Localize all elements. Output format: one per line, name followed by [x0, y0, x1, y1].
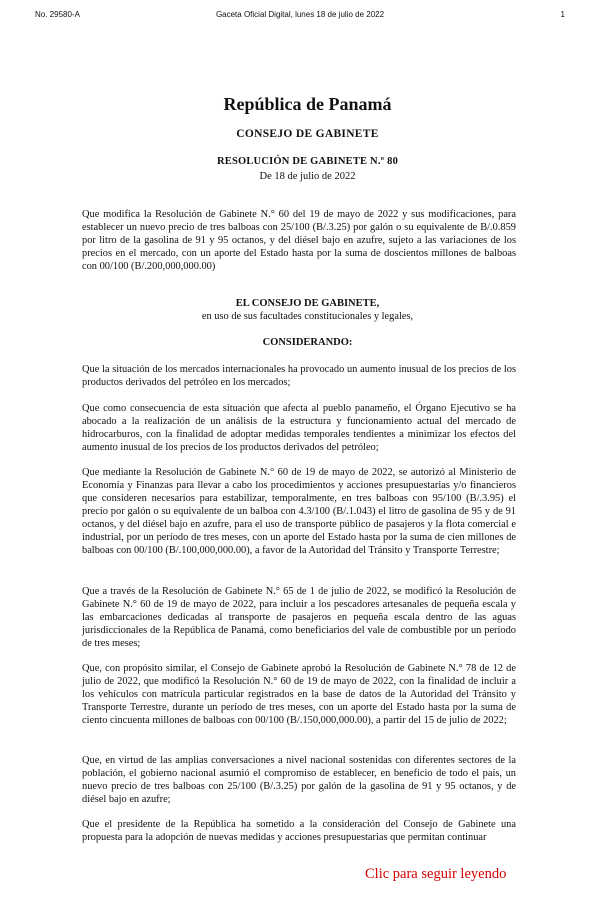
paragraph: Que la situación de los mercados internacionales ha provocado un aumento inusual de los precios de los productos derivados del petróleo en los mercados;	[82, 364, 516, 388]
powers-line: en uso de sus facultades constitucionales y legales,	[201, 311, 414, 322]
paragraph: Que, en virtud de las amplias conversaciones a nivel nacional sostenidas con diferentes sectores de la población, el gobierno nacional asumió el compromiso de establecer, en beneficio de todo el país, un nuevo precio de tres balboas con 25/100 (B/.3.25) por galón de la gasolina de 91 y 95 octanos, y de diésel bajo en azufre;	[82, 755, 516, 805]
issuer-heading: EL CONSEJO DE GABINETE,	[235, 298, 380, 309]
paragraph: Que como consecuencia de esta situación que afecta al pueblo panameño, el Órgano Ejecutivo se ha abocado a la realización de un análisis de la estructura y funcionamiento actual del mercado de hidrocarburos, con la finalidad de adoptar medidas temporales tendientes a minimizar los efectos del aumento inusual de los precios de los productos derivados del petróleo;	[82, 403, 516, 453]
read-more-link[interactable]: Clic para seguir leyendo	[365, 866, 507, 882]
document-title: República de Panamá	[223, 94, 392, 114]
paragraph: Que a través de la Resolución de Gabinete N.° 65 de 1 de julio de 2022, se modificó la Resolución de Gabinete N.° 60 de 19 de mayo de 2022, para incluir a los pescadores artesanales de pequeña escala y las embarcaciones dedicadas al transporte de pasajeros en pequeña escala dentro de las aguas jurisdiccionales de la República de Panamá, como beneficiarios del vale de combustible por un período de tres meses;	[82, 586, 516, 649]
resolution-date: De 18 de julio de 2022	[259, 171, 356, 182]
gazette-title: Gaceta Oficial Digital, lunes 18 de julio de 2022	[215, 10, 385, 19]
page-number: 1	[560, 10, 565, 19]
considering-heading: CONSIDERANDO:	[262, 337, 353, 348]
paragraph: Que, con propósito similar, el Consejo de Gabinete aprobó la Resolución de Gabinete N.° 78 de 12 de julio de 2022, que modificó la Resolución N.° 60 de 19 de mayo de 2022, con la finalidad de incluir a los vehículos con matrícula particular registrados en la base de datos de la Autoridad del Tránsito y Transporte Terrestre, durante un período de tres meses, con un aporte del Estado hasta por la suma de ciento cincuenta millones de balboas con 00/100 (B/.150,000,000.00), a partir del 15 de julio de 2022;	[82, 663, 516, 726]
gazette-header	[35, 10, 565, 24]
paragraph: Que mediante la Resolución de Gabinete N.° 60 de 19 de mayo de 2022, se autorizó al Ministerio de Economía y Finanzas para llevar a cabo los procedimientos y acciones presupuestarias y/o financieros que consideren necesarios para estabilizar, temporalmente, en tres balboas con 95/100 (B/.3.95) el precio por galón o su equivalente de un balboa con 4.3/100 (B/.1.043) el litro de gasolina de 95 y de 91 octanos, y del diésel bajo en azufre, para el uso de transporte público de pasajeros y la flota comercial e industrial, por un período de tres meses, con un aporte del Estado hasta por la suma de cien millones de balboas con 00/100 (B/.100,000,000.00), a favor de la Autoridad del Tránsito y Transporte Terrestre;	[82, 467, 516, 556]
resolution-number: RESOLUCIÓN DE GABINETE N.º 80	[216, 156, 399, 167]
council-heading: CONSEJO DE GABINETE	[236, 128, 379, 140]
resolution-summary: Que modifica la Resolución de Gabinete N.° 60 del 19 de mayo de 2022 y sus modificaciones, para establecer un nuevo precio de tres balboas con 25/100 (B/.3.25) por galón o su equivalente de B/.0.859 por litro de la gasolina de 91 y 95 octanos, y del diésel bajo en azufre, sujeto a las variaciones de los precios en el mercado, con un aporte del Estado hasta por la suma de doscientos millones de balboas con 00/100 (B/.200,000,000.00)	[82, 209, 516, 272]
paragraph: Que el presidente de la República ha sometido a la consideración del Consejo de Gabinete una propuesta para la adopción de nuevas medidas y acciones presupuestarias que permitan continuar	[82, 819, 516, 843]
gazette-number: No. 29580-A	[35, 10, 80, 19]
